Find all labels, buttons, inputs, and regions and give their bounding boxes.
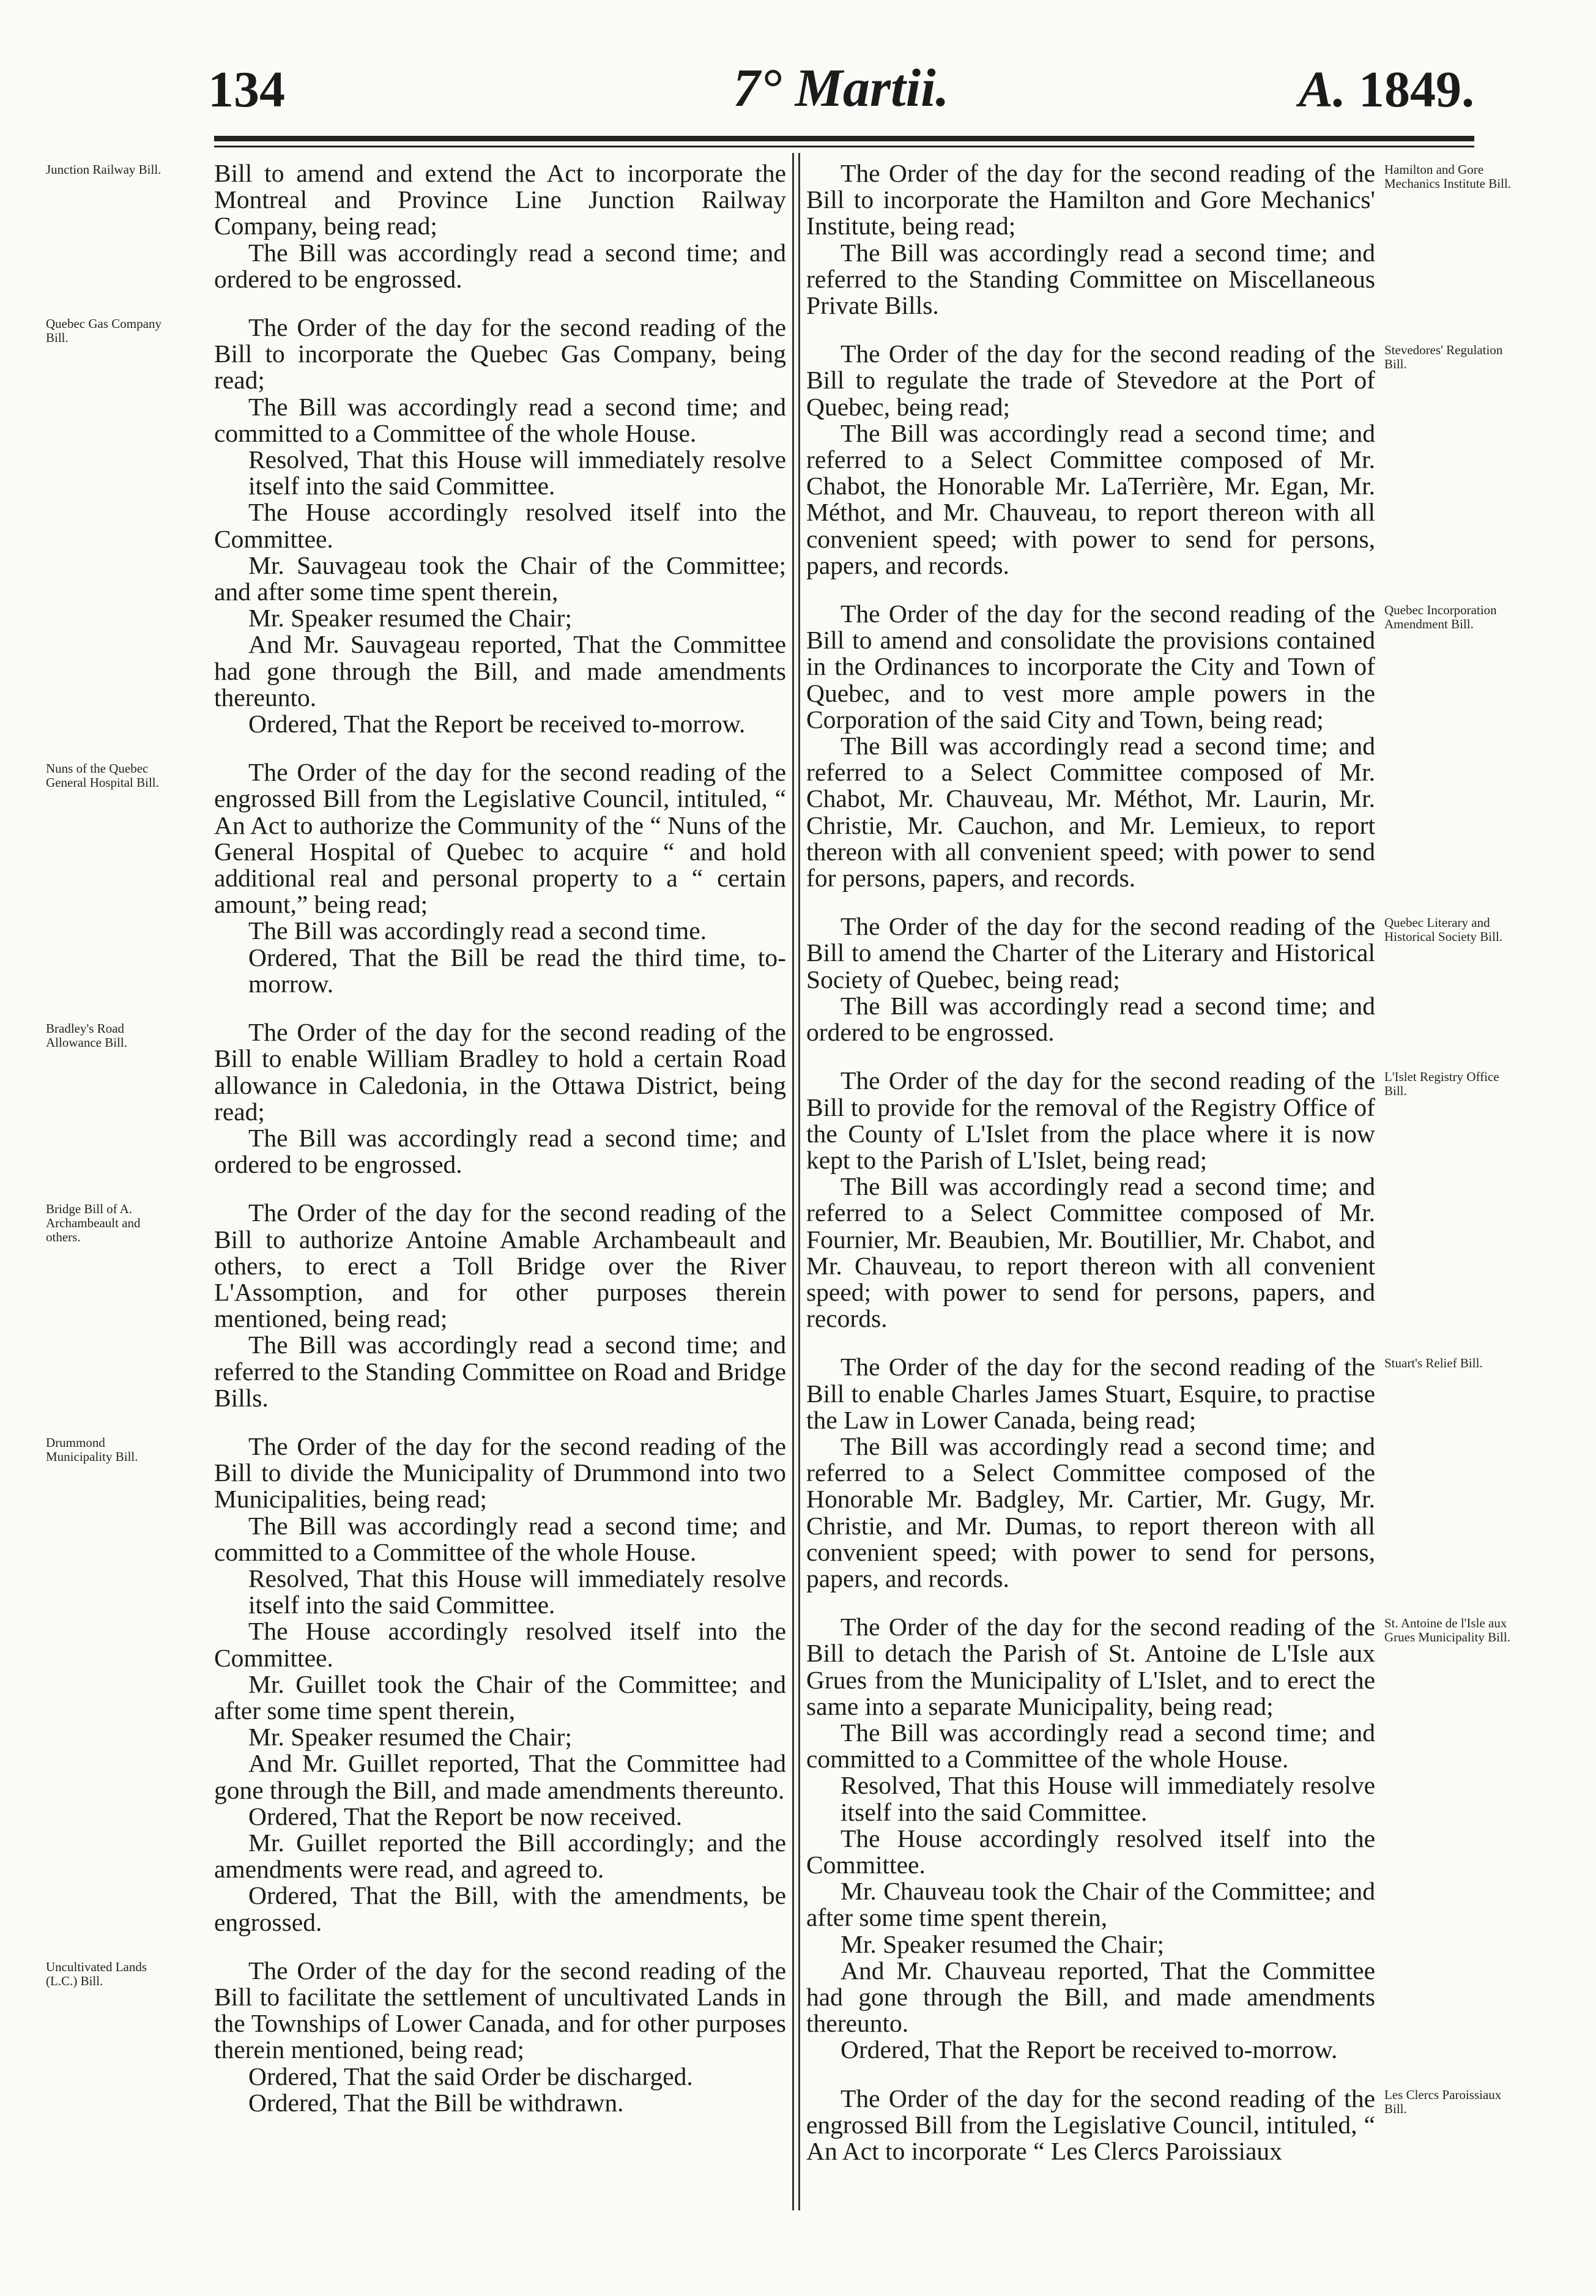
entry-gap (806, 1046, 1375, 1068)
entry-paragraph: And Mr. Chauveau reported, That the Committee had gone through the Bill, and made amendments thereunto. (806, 1956, 1375, 2038)
entry-gap (806, 1592, 1375, 1614)
entry-paragraph: The Order of the day for the second reading of the Bill to detach the Parish of St. Antoine de L'Isle aux Grues from the Municipality of L'Islet, and to erect the same into a separate Municipality, being read; (806, 1613, 1375, 1720)
entry-paragraph: The Order of the day for the second reading of the engrossed Bill from the Legislative Council, intituled, “ An Act to authorize the Community of the “ Nuns of the General Hospital of Quebec to acquire “ and hold additional real and personal property to a “ certain amount,” being read; (214, 758, 786, 919)
margin-note: St. Antoine de l'Isle aux Grues Municipality Bill. (1384, 1616, 1510, 1645)
entry-paragraph: The Order of the day for the second reading of the Bill to incorporate the Hamilton and Gore Mechanics' Institute, being read; (806, 159, 1375, 240)
entry-paragraph: The Bill was accordingly read a second time; and referred to the Standing Committee on Road and Bridge Bills. (214, 1331, 786, 1412)
bill-entry (806, 1353, 1483, 1592)
margin-note: Hamilton and Gore Mechanics Institute Bill. (1384, 162, 1512, 191)
entry-paragraph: The Order of the day for the second reading of the Bill to provide for the removal of the Registry Office of the County of L'Islet from the place where it is now kept to the Parish of L'Islet, being read; (806, 1066, 1375, 1174)
entry-paragraph: The Order of the day for the second reading of the Bill to amend and consolidate the provisions contained in the Ordinances to incorporate the City and Town of Quebec, and to vest more ample powers in the Corporation of the said City and Town, being read; (806, 600, 1375, 734)
entry-paragraph: The Order of the day for the second reading of the Bill to authorize Antoine Amable Archambeault and others, to erect a Toll Bridge over the River L'Assomption, and for other purposes therein mentioned, being read; (214, 1198, 786, 1333)
entry-paragraph: The Bill was accordingly read a second time; and committed to a Committee of the whole House. (214, 392, 786, 447)
column-divider (798, 153, 800, 2210)
entry-paragraph: Ordered, That the Report be received to-morrow. (248, 710, 746, 738)
entry-gap (806, 1332, 1375, 1354)
entry-paragraph: The Order of the day for the second reading of the Bill to enable Charles James Stuart, Esquire, to practise the Law in Lower Canada, being read; (806, 1353, 1375, 1434)
entry-paragraph: The Bill was accordingly read a second time; and committed to a Committee of the whole House. (806, 1718, 1375, 1774)
entry-paragraph: Mr. Guillet reported the Bill accordingly; and the amendments were read, and agreed to. (214, 1828, 786, 1884)
entry-paragraph: The Bill was accordingly read a second time; and referred to a Select Committee composed of Mr. Fournier, Mr. Beaubien, Mr. Boutillier, Mr. Chabot, and Mr. Chauveau, to report thereon with all convenient speed; with power to send for persons, papers, and records. (806, 1172, 1375, 1333)
entry-gap (214, 1178, 786, 1200)
header-rule-thick (214, 136, 1474, 141)
entry-gap (806, 891, 1375, 913)
entry-paragraph: Mr. Sauvageau took the Chair of the Committee; and after some time spent therein, (214, 551, 786, 606)
entry-paragraph: Resolved, That this House will immediately resolve itself into the said Committee. (248, 445, 786, 500)
margin-note: Bradley's Road Allowance Bill. (46, 1021, 127, 1050)
entry-paragraph: Bill to amend and extend the Act to incorporate the Montreal and Province Line Junction Railway Company, being read; (214, 159, 786, 240)
bill-entry (46, 758, 786, 998)
entry-paragraph: The Bill was accordingly read a second time; and ordered to be engrossed. (214, 1123, 786, 1179)
entry-gap (806, 319, 1375, 341)
entry-paragraph: The Bill was accordingly read a second time. (248, 916, 707, 945)
entry-paragraph: Mr. Speaker resumed the Chair; (248, 1723, 572, 1752)
entry-paragraph: Mr. Speaker resumed the Chair; (841, 1930, 1164, 1958)
entry-paragraph: Ordered, That the Bill be withdrawn. (248, 2088, 624, 2117)
entry-gap (214, 292, 786, 314)
margin-note: Nuns of the Quebec General Hospital Bill. (46, 761, 159, 790)
entry-gap (806, 579, 1375, 601)
entry-paragraph: The House accordingly resolved itself into the Committee. (214, 498, 786, 553)
entry-paragraph: The House accordingly resolved itself into the Committee. (806, 1824, 1375, 1879)
margin-note: Drummond Municipality Bill. (46, 1435, 138, 1464)
bill-entry (806, 1613, 1510, 2064)
header-year (1299, 60, 1474, 119)
margin-note: Les Clercs Paroissiaux Bill. (1384, 2087, 1502, 2116)
entry-paragraph: The Order of the day for the second reading of the Bill to regulate the trade of Stevedore at the Port of Quebec, being read; (806, 340, 1375, 421)
entry-paragraph: The Order of the day for the second reading of the Bill to amend the Charter of the Literary and Historical Society of Quebec, being read; (806, 912, 1375, 994)
entry-paragraph: Ordered, That the said Order be discharged. (248, 2062, 693, 2090)
entry-paragraph: The House accordingly resolved itself into the Committee. (214, 1617, 786, 1672)
bill-entry (46, 1198, 786, 1412)
entry-paragraph: Mr. Speaker resumed the Chair; (248, 604, 572, 633)
entry-paragraph: Mr. Guillet took the Chair of the Committee; and after some time spent therein, (214, 1670, 786, 1725)
margin-note: L'Islet Registry Office Bill. (1384, 1069, 1499, 1099)
entry-paragraph: The Bill was accordingly read a second time; and referred to a Select Committee composed of Mr. Chabot, the Honorable Mr. LaTerrière, Mr. Egan, Mr. Méthot, and Mr. Chauveau, to report thereon with all convenient speed; with power to send for persons, papers, and records. (806, 418, 1375, 579)
entry-paragraph: The Bill was accordingly read a second time; and committed to a Committee of the whole House. (214, 1511, 786, 1566)
bill-entry (46, 1432, 786, 1936)
year-value: 1849. (1359, 61, 1474, 118)
margin-note: Junction Railway Bill. (46, 162, 161, 177)
entry-paragraph: The Order of the day for the second reading of the Bill to divide the Municipality of Drummond into two Municipalities, being read; (214, 1432, 786, 1514)
entry-gap (806, 2064, 1375, 2086)
entry-gap (214, 737, 786, 759)
margin-note: Uncultivated Lands (L.C.) Bill. (46, 1959, 147, 1988)
margin-note: Quebec Gas Company Bill. (46, 316, 161, 346)
bill-entry (806, 2084, 1502, 2166)
left-column (46, 159, 786, 2117)
entry-paragraph: Resolved, That this House will immediately resolve itself into the said Committee. (841, 1771, 1375, 1826)
bill-entry (806, 159, 1512, 320)
bill-entry (806, 340, 1503, 579)
margin-note: Stuart's Relief Bill. (1384, 1356, 1483, 1371)
header-rule-thin (214, 146, 1474, 147)
entry-paragraph: And Mr. Guillet reported, That the Committee had gone through the Bill, and made amendments thereunto. (214, 1749, 786, 1804)
entry-paragraph: Ordered, That the Bill, with the amendments, be engrossed. (214, 1881, 786, 1936)
right-column (806, 159, 1512, 2166)
entry-paragraph: The Order of the day for the second reading of the Bill to enable William Bradley to hold a certain Road allowance in Caledonia, in the Ottawa District, being read; (214, 1018, 786, 1126)
entry-paragraph: Ordered, That the Report be now received. (248, 1802, 683, 1830)
header-date: 7° Martii. (733, 59, 949, 118)
entry-gap (214, 1936, 786, 1958)
column-divider (792, 153, 794, 2210)
margin-note: Quebec Incorporation Amendment Bill. (1384, 603, 1497, 632)
bill-entry (806, 912, 1503, 1047)
entry-gap (214, 1411, 786, 1433)
entry-paragraph: The Bill was accordingly read a second time; and referred to a Select Committee composed of Mr. Chabot, Mr. Chauveau, Mr. Méthot, Mr. Laurin, Mr. Christie, Mr. Cauchon, and Mr. Lemieux, to report thereon with all convenient speed; with power to send for persons, papers, and records. (806, 732, 1375, 893)
entry-paragraph: The Order of the day for the second reading of the engrossed Bill from the Legislative Council, intituled, “ An Act to incorporate “ Les Clercs Paroissiaux (806, 2084, 1375, 2166)
bill-entry (806, 600, 1497, 893)
entry-paragraph: The Bill was accordingly read a second time; and ordered to be engrossed. (806, 991, 1375, 1047)
entry-paragraph: Ordered, That the Report be received to-morrow. (841, 2035, 1338, 2064)
bill-entry (46, 313, 786, 738)
margin-note: Bridge Bill of A. Archambeault and others. (46, 1202, 141, 1245)
entry-paragraph: The Order of the day for the second reading of the Bill to incorporate the Quebec Gas Company, being read; (214, 313, 786, 395)
entry-paragraph: The Bill was accordingly read a second time; and referred to the Standing Committee on Miscellaneous Private Bills. (806, 238, 1375, 320)
entry-paragraph: And Mr. Sauvageau reported, That the Committee had gone through the Bill, and made amendments thereunto. (214, 630, 786, 711)
entry-paragraph: The Bill was accordingly read a second time; and ordered to be engrossed. (214, 238, 786, 293)
entry-paragraph: Mr. Chauveau took the Chair of the Committee; and after some time spent therein, (806, 1877, 1375, 1932)
bill-entry (46, 1956, 786, 2117)
page-number: 134 (208, 61, 285, 118)
entry-paragraph: The Bill was accordingly read a second time; and referred to a Select Committee composed of the Honorable Mr. Badgley, Mr. Cartier, Mr. Gugy, Mr. Christie, and Mr. Dumas, to report thereon with all convenient speed; with power to send for persons, papers, and records. (806, 1432, 1375, 1592)
bill-entry (46, 1018, 786, 1179)
margin-note: Stevedores' Regulation Bill. (1384, 343, 1503, 372)
margin-note: Quebec Literary and Historical Society Bill. (1384, 915, 1503, 945)
entry-gap (214, 997, 786, 1019)
entry-paragraph: Ordered, That the Bill be read the third time, to-morrow. (248, 943, 786, 998)
bill-entry (806, 1066, 1499, 1333)
entry-paragraph: The Order of the day for the second reading of the Bill to facilitate the settlement of uncultivated Lands in the Townships of Lower Canada, and for other purposes therein mentioned, being read; (214, 1956, 786, 2064)
year-prefix: A. (1298, 61, 1346, 118)
page-header (202, 43, 1480, 128)
bill-entry (46, 159, 786, 293)
entry-paragraph: Resolved, That this House will immediately resolve itself into the said Committee. (248, 1564, 786, 1619)
